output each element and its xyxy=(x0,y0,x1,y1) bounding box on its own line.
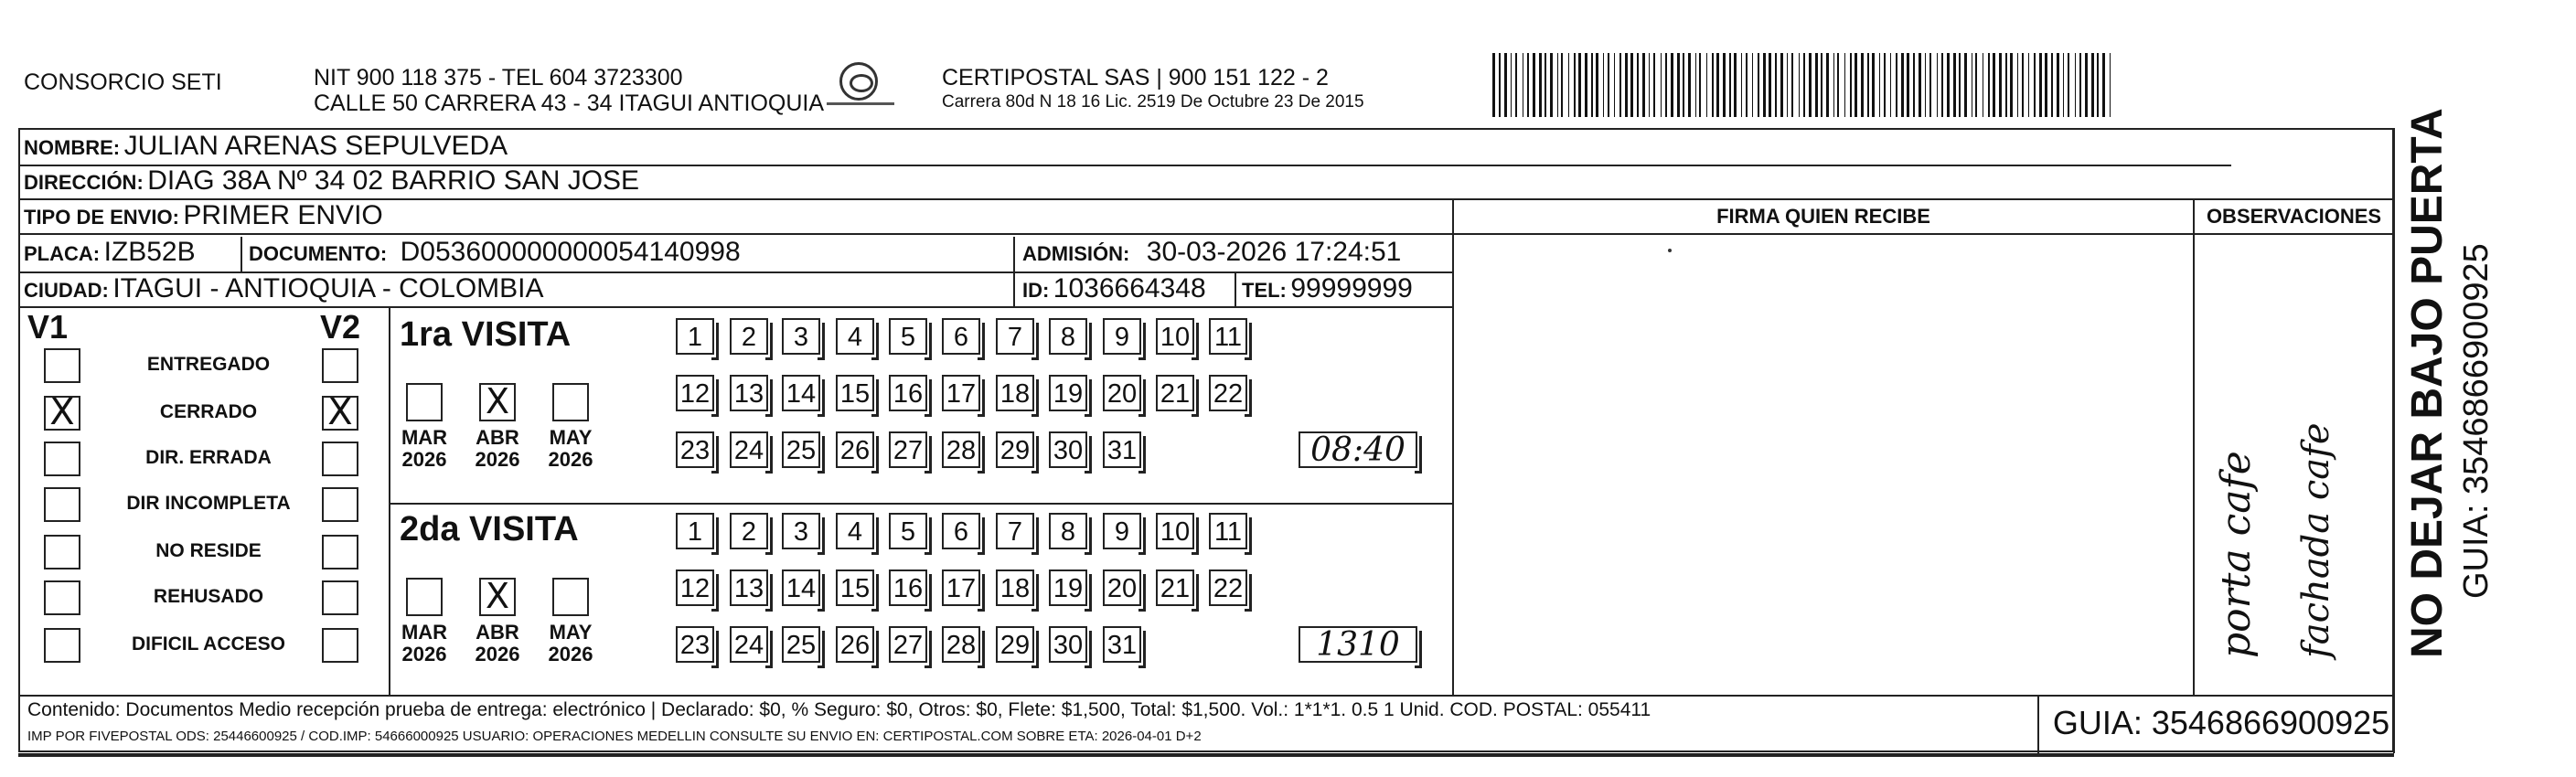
first-visit-month-checkbox[interactable] xyxy=(479,383,516,421)
firma-header: FIRMA QUIEN RECIBE xyxy=(1716,205,1930,228)
barcode-bar xyxy=(1872,53,1875,117)
barcode-bar xyxy=(1815,53,1818,117)
tel-label: TEL: xyxy=(1242,279,1287,302)
barcode-bar xyxy=(2039,53,2042,117)
tipo-envio-label: TIPO DE ENVIO: xyxy=(24,206,179,229)
admision-label: ADMISIÓN: xyxy=(1022,242,1130,265)
v2-label: V2 xyxy=(320,308,361,346)
frame-bottom-shadow xyxy=(18,753,2394,757)
status-label: DIR. ERRADA xyxy=(145,447,272,468)
placa-field xyxy=(24,237,196,268)
first-visit-day-box[interactable]: 27 xyxy=(889,431,927,468)
status-label: REHUSADO xyxy=(153,586,264,607)
month-name: MAR xyxy=(401,621,448,644)
second-visit-title: 2da VISITA xyxy=(400,510,579,548)
barcode-bar xyxy=(2057,53,2059,117)
barcode-bar xyxy=(1585,53,1587,117)
first-visit-title: 1ra VISITA xyxy=(400,315,572,354)
second-visit-day-box[interactable]: 24 xyxy=(730,626,768,663)
barcode-bar xyxy=(1791,53,1793,117)
nit-line: NIT 900 118 375 - TEL 604 3723300 xyxy=(314,65,683,90)
second-visit-day-box[interactable]: 19 xyxy=(1049,569,1087,606)
barcode-bar xyxy=(1988,53,1990,117)
first-visit-day-box[interactable]: 25 xyxy=(782,431,820,468)
second-visit-day-box[interactable]: 12 xyxy=(676,569,714,606)
month-year: 2026 xyxy=(548,643,593,665)
barcode-bar xyxy=(1999,53,2002,117)
v1-checkbox[interactable] xyxy=(44,628,80,663)
barcode-bar xyxy=(1734,53,1737,117)
second-visit-day-box[interactable]: 10 xyxy=(1156,513,1194,549)
second-visit-day-box[interactable]: 1 xyxy=(676,513,714,549)
month-name: MAY xyxy=(549,426,593,449)
check-mark-icon: X xyxy=(327,391,353,433)
barcode-bar xyxy=(1975,53,1977,117)
v2-checkbox[interactable] xyxy=(322,391,358,433)
second-visit-day-box[interactable]: 26 xyxy=(836,626,874,663)
nombre-value: JULIAN ARENAS SEPULVEDA xyxy=(123,131,508,161)
barcode-bar xyxy=(1941,53,1943,117)
nombre-label: NOMBRE: xyxy=(24,136,121,159)
second-visit-day-box[interactable]: 6 xyxy=(942,513,980,549)
barcode-bar xyxy=(1763,53,1766,117)
barcode-bar xyxy=(1937,53,1938,117)
second-visit-day-box[interactable]: 25 xyxy=(782,626,820,663)
first-visit-day-box[interactable]: 5 xyxy=(889,318,927,355)
month-name: ABR xyxy=(476,426,519,449)
barcode-bar xyxy=(1642,53,1645,117)
first-visit-day-box[interactable]: 6 xyxy=(942,318,980,355)
first-visit-day-box[interactable]: 21 xyxy=(1156,375,1194,411)
second-visit-day-box[interactable]: 23 xyxy=(676,626,714,663)
month-name: ABR xyxy=(476,621,519,644)
barcode-bar xyxy=(1993,53,1995,117)
ciudad-value: ITAGUI - ANTIOQUIA - COLOMBIA xyxy=(112,273,544,303)
second-visit-day-box[interactable]: 15 xyxy=(836,569,874,606)
barcode-bar xyxy=(1706,53,1707,117)
barcode-bar xyxy=(2097,53,2099,117)
v2-checkbox[interactable] xyxy=(322,442,358,476)
certipostal-logo-icon xyxy=(839,62,878,101)
barcode-bar xyxy=(1630,53,1633,117)
barcode-bar xyxy=(1557,53,1558,117)
v2-checkbox[interactable] xyxy=(322,348,358,383)
month-name: MAR xyxy=(401,426,448,449)
status-label: NO RESIDE xyxy=(155,540,262,561)
barcode-bar xyxy=(1699,53,1701,117)
first-visit-day-box[interactable]: 23 xyxy=(676,431,714,468)
barcode-bar xyxy=(1561,53,1563,117)
barcode-bar xyxy=(1603,53,1604,117)
barcode-bar xyxy=(1527,53,1529,117)
second-visit-time: 1310 xyxy=(1299,626,1417,663)
first-visit-month-label xyxy=(468,427,527,471)
v1-checkbox[interactable] xyxy=(44,442,80,476)
barcode-bar xyxy=(1959,53,1961,117)
first-visit-day-box[interactable]: 1 xyxy=(676,318,714,355)
status-label: DIR INCOMPLETA xyxy=(126,493,291,514)
barcode-bar xyxy=(2045,53,2047,117)
first-visit-day-box[interactable]: 18 xyxy=(996,375,1034,411)
ciudad-label: CIUDAD: xyxy=(24,279,109,302)
check-mark-icon: X xyxy=(49,391,75,433)
barcode-bar xyxy=(1746,53,1748,117)
signature-dot xyxy=(1668,249,1672,252)
company-name: CONSORCIO SETI xyxy=(24,69,222,95)
month-year: 2026 xyxy=(548,448,593,471)
barcode-bar xyxy=(1769,53,1771,117)
barcode-bar xyxy=(2051,53,2053,117)
barcode-bar xyxy=(2017,53,2018,117)
barcode-bar xyxy=(1712,53,1714,117)
barcode-bar xyxy=(1890,53,1891,117)
barcode-bar xyxy=(2110,53,2111,117)
barcode-bar xyxy=(1925,53,1926,117)
side-guia: GUIA: 3546866900925 xyxy=(2457,243,2496,599)
barcode-bar xyxy=(1545,53,1546,117)
barcode-bar xyxy=(2079,53,2081,117)
second-visit-month-label xyxy=(468,622,527,665)
tipo-envio-value: PRIMER ENVIO xyxy=(183,200,383,230)
barcode-bar xyxy=(1511,53,1512,117)
barcode-bar xyxy=(1649,53,1650,117)
barcode-bar xyxy=(1799,53,1800,117)
v1-checkbox[interactable] xyxy=(44,487,80,522)
barcode-bar xyxy=(1775,53,1777,117)
first-visit-day-box[interactable]: 4 xyxy=(836,318,874,355)
barcode-bar xyxy=(1752,53,1753,117)
second-visit-day-box[interactable]: 7 xyxy=(996,513,1034,549)
barcode-bar xyxy=(1729,53,1731,117)
barcode-bar xyxy=(2068,53,2069,117)
barcode-bar xyxy=(1695,53,1696,117)
month-year: 2026 xyxy=(475,448,520,471)
admision-field xyxy=(1022,237,1401,268)
first-visit-day-box[interactable]: 15 xyxy=(836,375,874,411)
id-value: 1036664348 xyxy=(1053,273,1206,303)
id-label: ID: xyxy=(1022,279,1050,302)
v2-checkbox[interactable] xyxy=(322,580,358,615)
barcode-bar xyxy=(2028,53,2029,117)
documento-label: DOCUMENTO: xyxy=(249,242,388,265)
observation-handwriting-1: porta cafe xyxy=(2213,451,2260,658)
second-visit-day-box[interactable]: 29 xyxy=(996,626,1034,663)
barcode-bar xyxy=(1787,53,1788,117)
second-visit-month-label xyxy=(395,622,454,665)
barcode-bar xyxy=(2063,53,2064,117)
barcode-bar xyxy=(1637,53,1639,117)
barcode-bar xyxy=(1578,53,1581,117)
barcode-bar xyxy=(1913,53,1915,117)
tipo-envio-field xyxy=(24,200,383,231)
barcode-bar xyxy=(1850,53,1852,117)
first-visit-day-box[interactable]: 26 xyxy=(836,431,874,468)
first-visit-day-box[interactable]: 8 xyxy=(1049,318,1087,355)
barcode-bar xyxy=(1591,53,1593,117)
v2-checkbox[interactable] xyxy=(322,628,358,663)
v1-checkbox[interactable] xyxy=(44,391,80,433)
first-visit-day-box[interactable]: 11 xyxy=(1209,318,1247,355)
first-visit-day-box[interactable]: 28 xyxy=(942,431,980,468)
status-label: CERRADO xyxy=(159,401,258,422)
barcode-bar xyxy=(1947,53,1950,117)
barcode-bar xyxy=(2085,53,2088,117)
first-visit-day-box[interactable]: 3 xyxy=(782,318,820,355)
second-visit-day-box[interactable]: 31 xyxy=(1103,626,1141,663)
first-visit-day-box[interactable]: 31 xyxy=(1103,431,1141,468)
barcode-bar xyxy=(1499,53,1501,117)
barcode-bar xyxy=(1826,53,1829,117)
no-dejar-warning: NO DEJAR BAJO PUERTA xyxy=(2403,108,2452,658)
barcode xyxy=(1492,53,2114,117)
first-visit-day-box[interactable]: 19 xyxy=(1049,375,1087,411)
second-visit-month-checkbox[interactable] xyxy=(552,578,589,616)
observaciones-header: OBSERVACIONES xyxy=(2206,205,2382,228)
second-visit-day-box[interactable]: 22 xyxy=(1209,569,1247,606)
second-visit-day-box[interactable]: 8 xyxy=(1049,513,1087,549)
id-field xyxy=(1022,273,1206,304)
footer-imp: IMP POR FIVEPOSTAL ODS: 25446600925 / COD.IMP: 54666000925 USUARIO: OPERACIONES MEDELLIN CONSULTE SU ENVIO EN: CERTIPOSTAL.COM SOBRE ETA: 2026-04-01 D+2 xyxy=(27,729,1202,744)
barcode-bar xyxy=(1625,53,1628,117)
barcode-bar xyxy=(2005,53,2007,117)
first-visit-month-checkbox[interactable] xyxy=(406,383,443,421)
first-visit-day-box[interactable]: 17 xyxy=(942,375,980,411)
second-visit-month-label xyxy=(541,622,600,665)
barcode-bar xyxy=(1953,53,1956,117)
barcode-bar xyxy=(1929,53,1931,117)
first-visit-day-box[interactable]: 12 xyxy=(676,375,714,411)
nombre-field xyxy=(24,131,508,162)
company-address: CALLE 50 CARRERA 43 - 34 ITAGUI ANTIOQUIA xyxy=(314,90,825,116)
barcode-bar xyxy=(1653,53,1655,117)
barcode-bar xyxy=(1539,53,1542,117)
second-visit-day-box[interactable]: 20 xyxy=(1103,569,1141,606)
barcode-bar xyxy=(1723,53,1726,117)
footer-guia: GUIA: 3546866900925 xyxy=(2052,704,2390,741)
second-visit-day-box[interactable]: 11 xyxy=(1209,513,1247,549)
barcode-bar xyxy=(1844,53,1845,117)
placa-value: IZB52B xyxy=(103,237,196,267)
barcode-bar xyxy=(2022,53,2024,117)
second-visit-day-box[interactable]: 14 xyxy=(782,569,820,606)
barcode-bar xyxy=(2034,53,2036,117)
barcode-bar xyxy=(1821,53,1822,117)
barcode-bar xyxy=(1896,53,1897,117)
tel-field xyxy=(1242,273,1413,304)
barcode-bar xyxy=(1780,53,1783,117)
check-mark-icon: X xyxy=(485,381,510,421)
second-visit-month-checkbox[interactable] xyxy=(479,578,516,616)
documento-value: D053600000000054140998 xyxy=(400,237,741,267)
barcode-bar xyxy=(1884,53,1886,117)
first-visit-month-label xyxy=(541,427,600,471)
first-visit-day-box[interactable]: 22 xyxy=(1209,375,1247,411)
barcode-bar xyxy=(1515,53,1517,117)
second-visit-day-box[interactable]: 30 xyxy=(1049,626,1087,663)
v1-checkbox[interactable] xyxy=(44,348,80,383)
barcode-bar xyxy=(1901,53,1904,117)
barcode-bar xyxy=(2075,53,2076,117)
tel-value: 99999999 xyxy=(1290,273,1413,303)
barcode-bar xyxy=(1619,53,1621,117)
barcode-bar xyxy=(1574,53,1576,117)
month-name: MAY xyxy=(549,621,593,644)
second-visit-day-box[interactable]: 2 xyxy=(730,513,768,549)
first-visit-day-box[interactable]: 13 xyxy=(730,375,768,411)
v1-checkbox[interactable] xyxy=(44,580,80,615)
first-visit-day-box[interactable]: 30 xyxy=(1049,431,1087,468)
barcode-bar xyxy=(1683,53,1684,117)
admision-value: 30-03-2026 17:24:51 xyxy=(1146,237,1402,267)
v2-checkbox[interactable] xyxy=(322,535,358,569)
first-visit-day-box[interactable]: 24 xyxy=(730,431,768,468)
second-visit-day-box[interactable]: 13 xyxy=(730,569,768,606)
barcode-bar xyxy=(1879,53,1880,117)
first-visit-day-box[interactable]: 14 xyxy=(782,375,820,411)
first-visit-day-box[interactable]: 16 xyxy=(889,375,927,411)
month-year: 2026 xyxy=(401,643,447,665)
first-visit-day-box[interactable]: 9 xyxy=(1103,318,1141,355)
barcode-bar xyxy=(1568,53,1569,117)
documento-field xyxy=(249,237,741,268)
second-visit-day-box[interactable]: 18 xyxy=(996,569,1034,606)
month-year: 2026 xyxy=(401,448,447,471)
second-visit-day-box[interactable]: 9 xyxy=(1103,513,1141,549)
barcode-bar xyxy=(1550,53,1553,117)
barcode-bar xyxy=(1758,53,1759,117)
barcode-bar xyxy=(2091,53,2094,117)
ciudad-field xyxy=(24,273,544,304)
barcode-bar xyxy=(1596,53,1598,117)
first-visit-day-box[interactable]: 2 xyxy=(730,318,768,355)
barcode-bar xyxy=(1833,53,1834,117)
second-visit-day-box[interactable]: 17 xyxy=(942,569,980,606)
barcode-bar xyxy=(1504,53,1507,117)
second-visit-day-box[interactable]: 4 xyxy=(836,513,874,549)
barcode-bar xyxy=(1855,53,1857,117)
first-visit-month-label xyxy=(395,427,454,471)
observation-handwriting-2: fachada cafe xyxy=(2295,422,2337,658)
barcode-bar xyxy=(1716,53,1719,117)
barcode-bar xyxy=(1837,53,1839,117)
status-label: DIFICIL ACCESO xyxy=(131,633,285,655)
second-visit-day-box[interactable]: 16 xyxy=(889,569,927,606)
second-visit-day-box[interactable]: 3 xyxy=(782,513,820,549)
barcode-bar xyxy=(1964,53,1967,117)
barcode-bar xyxy=(1608,53,1609,117)
barcode-bar xyxy=(1907,53,1909,117)
barcode-bar xyxy=(1492,53,1495,117)
barcode-bar xyxy=(1665,53,1667,117)
barcode-bar xyxy=(1671,53,1673,117)
second-visit-day-box[interactable]: 21 xyxy=(1156,569,1194,606)
barcode-bar xyxy=(2102,53,2105,117)
second-visit-month-checkbox[interactable] xyxy=(406,578,443,616)
direccion-label: DIRECCIÓN: xyxy=(24,171,144,194)
first-visit-day-box[interactable]: 10 xyxy=(1156,318,1194,355)
direccion-field xyxy=(24,165,639,197)
barcode-bar xyxy=(1867,53,1869,117)
first-visit-day-box[interactable]: 20 xyxy=(1103,375,1141,411)
barcode-bar xyxy=(1861,53,1864,117)
barcode-bar xyxy=(1688,53,1691,117)
footer-contenido: Contenido: Documentos Medio recepción prueba de entrega: electrónico | Declarado: $0, % Seguro: $0, Otros: $0, Flete: $1,500, Total: $1,500. Vol.: 1*1*1. 0.5 1 Unid. COD. POSTAL: 055411 xyxy=(27,699,1651,720)
first-visit-month-checkbox[interactable] xyxy=(552,383,589,421)
barcode-bar xyxy=(1741,53,1742,117)
license-line: Carrera 80d N 18 16 Lic. 2519 De Octubre 23 De 2015 xyxy=(942,92,1364,112)
barcode-bar xyxy=(1809,53,1812,117)
barcode-bar xyxy=(1614,53,1615,117)
barcode-bar xyxy=(1661,53,1662,117)
first-visit-day-box[interactable]: 29 xyxy=(996,431,1034,468)
second-visit-day-box[interactable]: 5 xyxy=(889,513,927,549)
status-label: ENTREGADO xyxy=(146,354,271,375)
certipostal-line: CERTIPOSTAL SAS | 900 151 122 - 2 xyxy=(942,65,1329,90)
barcode-bar xyxy=(1677,53,1680,117)
barcode-bar xyxy=(2010,53,2013,117)
v2-checkbox[interactable] xyxy=(322,487,358,522)
second-visit-day-box[interactable]: 27 xyxy=(889,626,927,663)
direccion-value: DIAG 38A Nº 34 02 BARRIO SAN JOSE xyxy=(147,165,640,196)
first-visit-day-box[interactable]: 7 xyxy=(996,318,1034,355)
logo-caption-line xyxy=(827,102,894,105)
v1-checkbox[interactable] xyxy=(44,535,80,569)
check-mark-icon: X xyxy=(485,576,510,616)
v1-label: V1 xyxy=(27,308,69,346)
first-visit-time: 08:40 xyxy=(1299,431,1417,468)
barcode-bar xyxy=(1919,53,1921,117)
month-year: 2026 xyxy=(475,643,520,665)
placa-label: PLACA: xyxy=(24,242,101,265)
barcode-bar xyxy=(1803,53,1805,117)
second-visit-day-box[interactable]: 28 xyxy=(942,626,980,663)
barcode-bar xyxy=(1533,53,1535,117)
